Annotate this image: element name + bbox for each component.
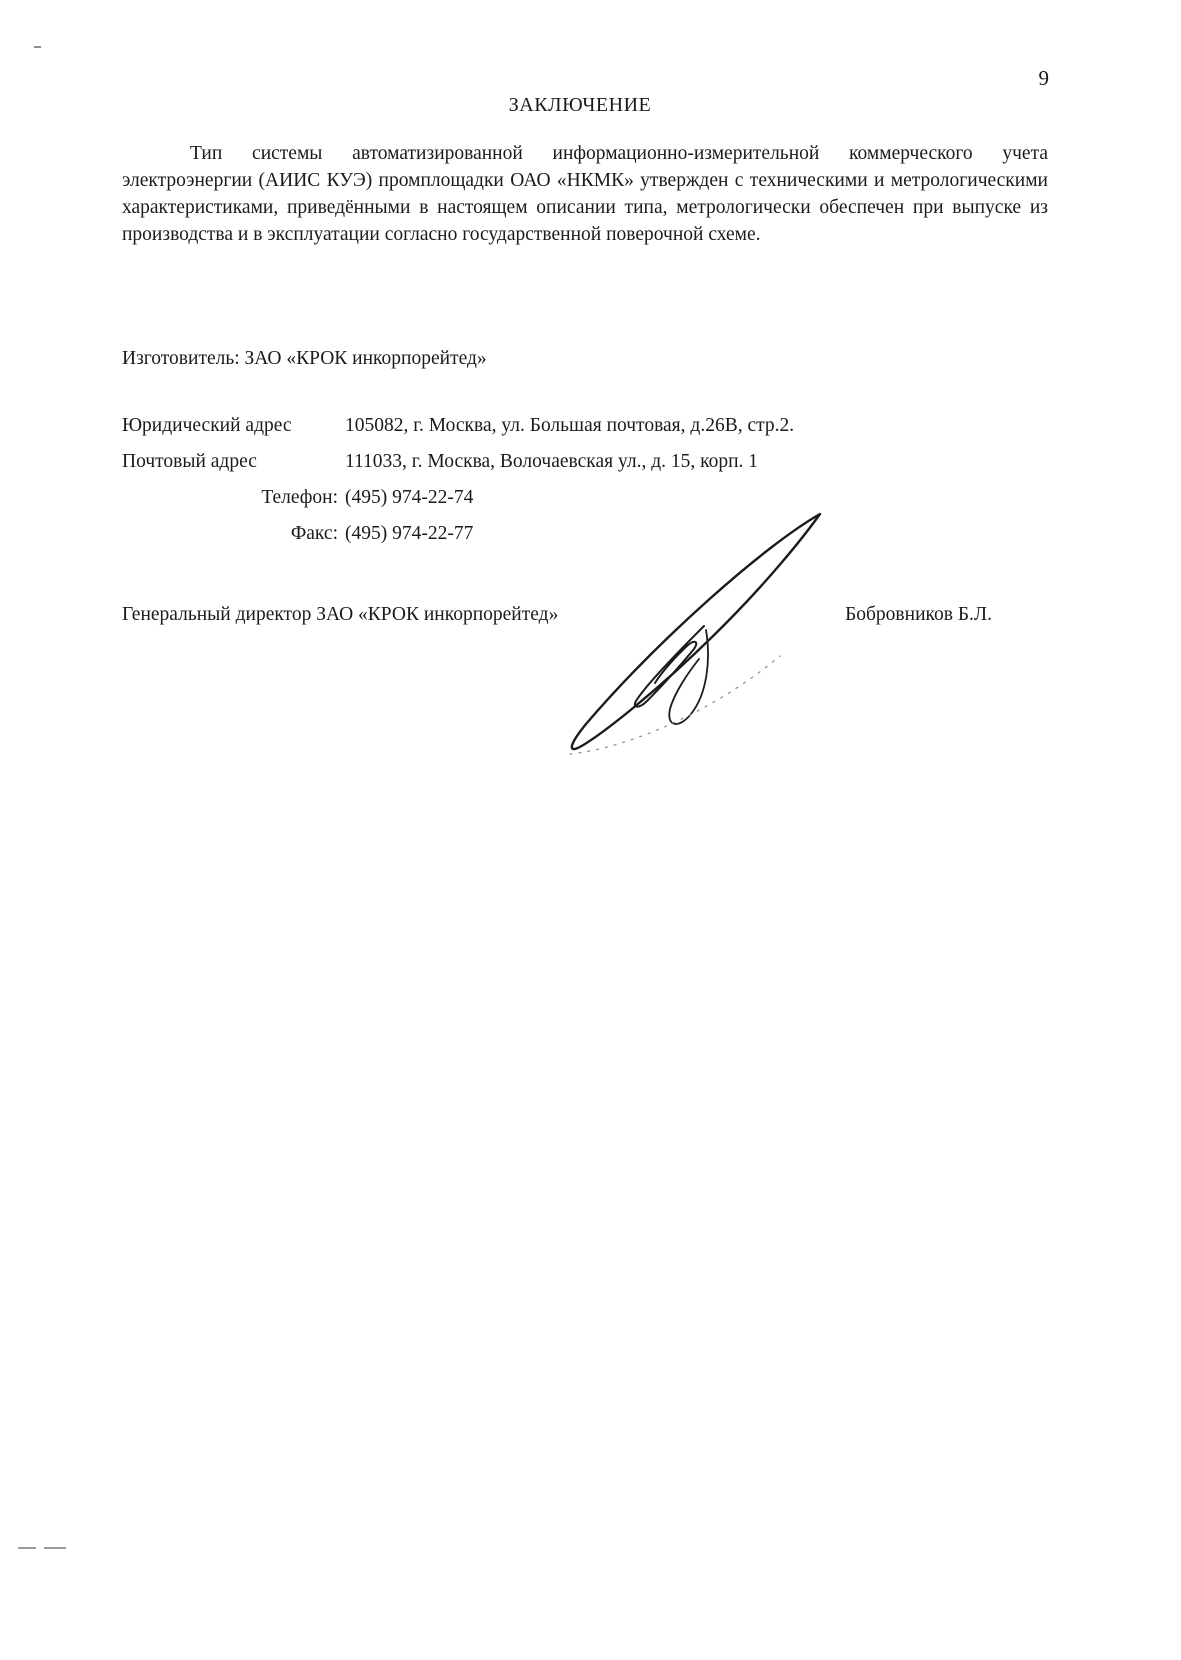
scan-artifact-mark (18, 1547, 36, 1549)
postal-address-label: Почтовый адрес (122, 451, 257, 472)
contact-row-legal-address (122, 408, 1048, 444)
conclusion-paragraph: Тип системы автоматизированной информационно-измерительной коммерческого учета электроэнергии (АИИС КУЭ) промплощадки ОАО «НКМК» утвержден с техническими и метрологическими характеристиками, приведёнными в настоящем описании типа, метрологически обеспечен при выпуске из производства и в эксплуатации согласно государственной поверочной схеме. (122, 143, 1048, 245)
legal-address-label: Юридический адрес (122, 415, 292, 436)
fax-label: Факс: (290, 523, 338, 544)
legal-address-value: 105082, г. Москва, ул. Большая почтовая, д.26В, стр.2. (345, 415, 795, 436)
page-number: 9 (1038, 66, 1049, 90)
document-title: ЗАКЛЮЧЕНИЕ (508, 94, 652, 116)
director-position-label: Генеральный директор ЗАО «КРОК инкорпорейтед» (122, 604, 559, 625)
postal-address-value: 111033, г. Москва, Волочаевская ул., д. 15, корп. 1 (345, 451, 759, 472)
phone-label: Телефон: (261, 487, 338, 508)
manufacturer-line: Изготовитель: ЗАО «КРОК инкорпорейтед» (122, 348, 487, 369)
contact-row-postal-address (122, 444, 1048, 480)
fax-value: (495) 974-22-77 (345, 523, 474, 544)
scan-artifact-mark (34, 46, 41, 48)
handwritten-signature-icon (528, 498, 848, 768)
signer-name: Бобровников Б.Л. (845, 604, 992, 625)
scan-artifact-mark (44, 1547, 66, 1549)
phone-value: (495) 974-22-74 (345, 487, 474, 508)
signature-row (122, 604, 992, 626)
